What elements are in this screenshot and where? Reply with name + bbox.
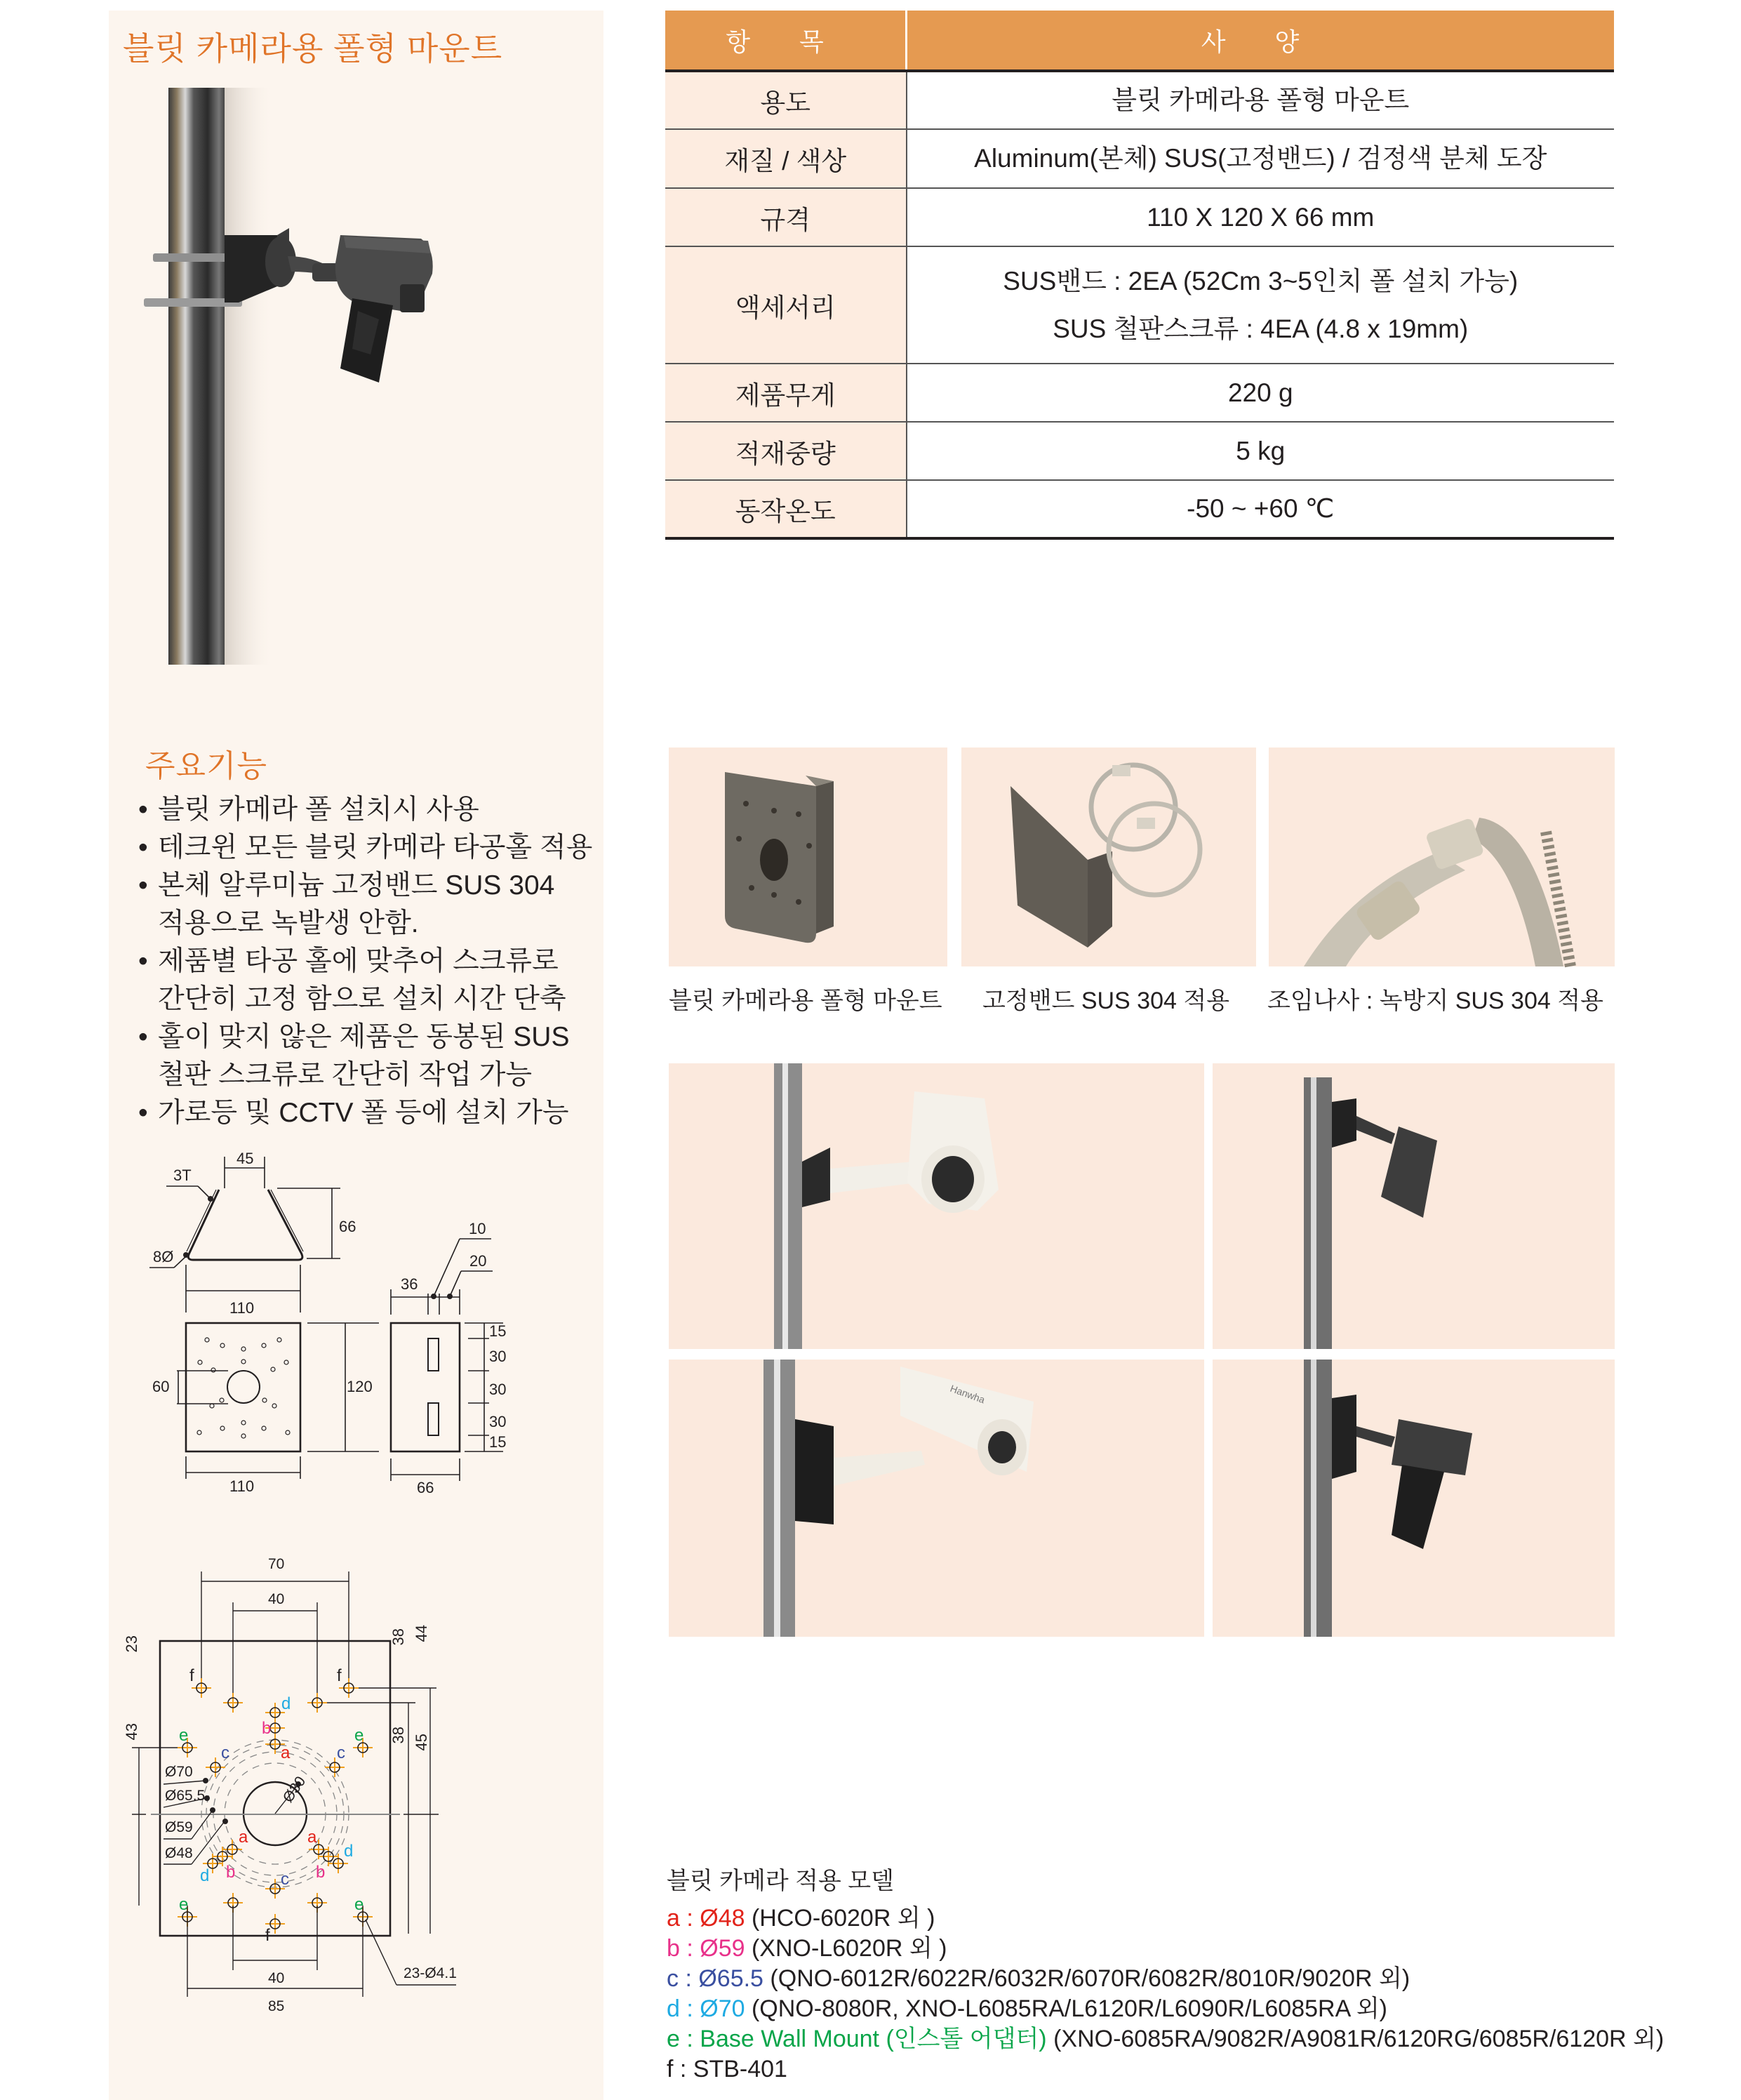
hole-label-e: e	[354, 1895, 364, 1914]
dim-slot-width: 10	[469, 1220, 486, 1237]
install-photo-3	[669, 1360, 1204, 1637]
dim-circle-48: Ø48	[165, 1845, 193, 1861]
feature-item: • 홀이 맞지 않은 제품은 동봉된 SUS 철판 스크류로 간단히 작업 가능	[138, 1018, 601, 1094]
hole-label-b: b	[226, 1863, 236, 1882]
spec-value: 220 g	[907, 364, 1615, 422]
model-item-e: e : Base Wall Mount (인스톨 어댑터) (XNO-6085RA/9082R/A9081R/6120RG/6085R/6120R 외)	[667, 2026, 1665, 2052]
feature-item: • 가로등 및 CCTV 폴 등에 설치 가능	[138, 1094, 601, 1132]
dim-bend: 8Ø	[153, 1248, 174, 1265]
hole-label-b: b	[262, 1719, 272, 1738]
header-spec: 사 양	[907, 11, 1615, 71]
hole-label-c: c	[221, 1743, 229, 1762]
hole-label-d: d	[344, 1842, 354, 1861]
dim-seg: 15	[489, 1433, 507, 1451]
spec-row	[665, 480, 1614, 538]
spec-value: -50 ~ +60 ℃	[907, 480, 1615, 538]
features-list	[138, 791, 601, 1132]
dim-side-width: 110	[229, 1299, 255, 1317]
spec-key: 액세서리	[665, 246, 907, 364]
spec-key: 제품무게	[665, 364, 907, 422]
model-item-d: d : Ø70 (QNO-8080R, XNO-L6085RA/L6120R/L6090R/L6085RA 외)	[667, 1995, 1387, 2022]
feature-item: • 블릿 카메라 폴 설치시 사용	[138, 791, 601, 829]
dim-right-38-top: 38	[389, 1628, 407, 1646]
hole-label-e: e	[179, 1895, 189, 1914]
spec-row	[665, 188, 1614, 246]
spec-key: 재질 / 색상	[665, 129, 907, 188]
dim-left-23: 23	[123, 1635, 140, 1653]
model-item-a: a : Ø48 (HCO-6020R 외 )	[667, 1905, 935, 1932]
hole-label-a: a	[239, 1828, 248, 1847]
hole-label-c: c	[337, 1743, 345, 1762]
hole-label-a: a	[307, 1828, 317, 1847]
caption-bracket: 블릿 카메라용 폴형 마운트	[669, 988, 942, 1014]
hole-label-e: e	[354, 1726, 364, 1745]
product-photo-screw	[1269, 747, 1615, 966]
dim-circle-59: Ø59	[165, 1819, 193, 1835]
feature-item: • 제품별 타공 홀에 맞추어 스크류로 간단히 고정 함으로 설치 시간 단축	[138, 943, 601, 1018]
caption-band: 고정밴드 SUS 304 적용	[982, 988, 1230, 1014]
product-photo-band	[961, 747, 1256, 966]
model-item-f: f : STB-401	[667, 2056, 787, 2082]
product-title: 블릿 카메라용 폴형 마운트	[123, 30, 503, 67]
model-item-b: b : Ø59 (XNO-L6020R 외 )	[667, 1935, 947, 1962]
dim-seg: 30	[489, 1413, 507, 1430]
spec-table-header	[665, 11, 1614, 71]
spec-key: 규격	[665, 188, 907, 246]
dim-right-38-bottom: 38	[389, 1727, 407, 1744]
hole-label-e: e	[179, 1726, 189, 1745]
dim-thickness: 3T	[173, 1167, 192, 1184]
dim-top-span-40: 40	[268, 1591, 285, 1607]
hole-pattern-bottom-dims	[112, 1906, 603, 2088]
spec-row	[665, 364, 1614, 422]
dim-bottom-span-40: 40	[268, 1970, 285, 1986]
dim-top-span-70: 70	[268, 1556, 285, 1572]
dim-top-opening: 45	[236, 1150, 254, 1167]
dim-right-width: 66	[417, 1479, 434, 1496]
hole-label-c: c	[281, 1870, 289, 1889]
hole-label-d: d	[281, 1694, 291, 1713]
models-list	[667, 1903, 1664, 2085]
dim-circle-65-5: Ø65.5	[165, 1788, 206, 1804]
install-photo-2	[1213, 1063, 1615, 1349]
dim-offset: 36	[401, 1275, 418, 1293]
dim-left-43: 43	[123, 1723, 140, 1741]
dim-seg: 30	[489, 1348, 507, 1365]
spec-key: 동작온도	[665, 480, 907, 538]
models-title: 블릿 카메라 적용 모델	[667, 1868, 894, 1894]
spec-value: SUS밴드 : 2EA (52Cm 3~5인치 폴 설치 가능) SUS 철판스크류 : 4EA (4.8 x 19mm)	[907, 246, 1615, 364]
spec-row	[665, 422, 1614, 480]
left-panel	[109, 11, 603, 2100]
install-photo-4	[1213, 1360, 1615, 1637]
dim-hole-span: 60	[152, 1378, 170, 1395]
dim-circle-70: Ø70	[165, 1764, 193, 1780]
spec-value: 블릿 카메라용 폴형 마운트	[907, 71, 1615, 129]
dim-center-hole: Ø30	[279, 1773, 309, 1806]
spec-row	[665, 129, 1614, 188]
model-item-c: c : Ø65.5 (QNO-6012R/6022R/6032R/6070R/6082R/8010R/9020R 외)	[667, 1965, 1410, 1992]
product-photo-bracket	[669, 747, 947, 966]
hole-label-a: a	[281, 1743, 291, 1762]
dim-right-45: 45	[413, 1734, 430, 1751]
hanwha-logo: Hanwha	[948, 1382, 987, 1406]
spec-key: 용도	[665, 71, 907, 129]
header-item: 항 목	[665, 11, 907, 71]
hole-label-f: f	[265, 1926, 270, 1945]
dim-right-44: 44	[413, 1625, 430, 1642]
hole-label-b: b	[316, 1863, 326, 1882]
feature-item: • 테크윈 모든 블릿 카메라 타공홀 적용	[138, 829, 601, 867]
spec-row	[665, 71, 1614, 129]
spec-row	[665, 246, 1614, 364]
dim-seg: 30	[489, 1381, 507, 1398]
hole-label-d: d	[200, 1866, 210, 1885]
install-photo-1	[669, 1063, 1204, 1349]
caption-screw: 조임나사 : 녹방지 SUS 304 적용	[1267, 988, 1603, 1014]
dim-side-height: 66	[339, 1218, 356, 1235]
dim-front-width: 110	[229, 1477, 255, 1495]
dim-edge: 20	[469, 1252, 487, 1270]
hole-pattern-drawing	[112, 1541, 603, 1945]
dim-hole-callout: 23-Ø4.1	[403, 1965, 457, 1981]
hole-label-f: f	[337, 1666, 342, 1685]
dim-bottom-span-85: 85	[268, 1998, 285, 2014]
hole-label-f: f	[189, 1666, 194, 1685]
spec-table	[665, 11, 1614, 540]
spec-value: Aluminum(본체) SUS(고정밴드) / 검정색 분체 도장	[907, 129, 1615, 188]
spec-value: 5 kg	[907, 422, 1615, 480]
hero-photo	[168, 88, 533, 665]
dim-front-height: 120	[347, 1378, 373, 1395]
spec-key: 적재중량	[665, 422, 907, 480]
feature-item: • 본체 알루미늄 고정밴드 SUS 304 적용으로 녹발생 안함.	[138, 867, 601, 943]
features-title: 주요기능	[145, 749, 268, 783]
dim-seg: 15	[489, 1322, 507, 1340]
spec-value: 110 X 120 X 66 mm	[907, 188, 1615, 246]
dimension-drawing-views	[140, 1134, 575, 1541]
